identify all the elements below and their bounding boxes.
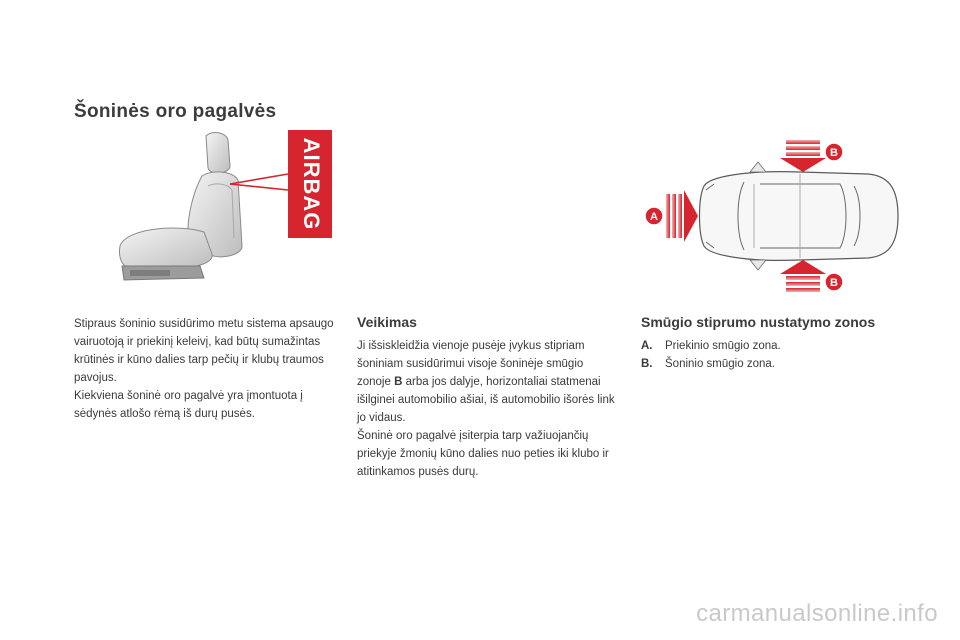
operation-paragraph-2: Šoninė oro pagalvė įsiterpia tarp važiuojančių priekyje žmonių kūno dalies nuo peties iki klubo ir atitinkamos pusės durų.: [357, 430, 609, 478]
side-impact-arrow-bottom: [780, 260, 826, 292]
svg-text:A: A: [650, 210, 658, 223]
operation-heading: Veikimas: [357, 314, 417, 330]
watermark: carmanualsonline.info: [696, 600, 938, 627]
airbag-label-text: AIRBAG: [299, 137, 325, 231]
front-impact-arrow: [666, 190, 698, 242]
zone-marker-a: [645, 207, 663, 225]
zones-heading: Smūgio stiprumo nustatymo zonos: [641, 314, 876, 330]
zone-item-a: [641, 337, 901, 355]
car-zones-svg: [640, 138, 900, 298]
zone-letter-b: B.: [641, 358, 653, 370]
seat-airbag-svg: [108, 128, 338, 288]
zone-item-b: [641, 355, 901, 373]
detection-zones-section: [641, 315, 901, 373]
zone-marker-b-top: [825, 143, 843, 161]
zone-marker-b-bottom: [825, 273, 843, 291]
zone-text-b: Šoninio smūgio zona.: [665, 358, 775, 370]
svg-text:B: B: [830, 276, 838, 289]
seat-airbag-illustration: [108, 128, 338, 288]
intro-text: [74, 315, 336, 423]
zone-letter-a: A.: [641, 340, 653, 352]
side-impact-arrow-top: [780, 140, 826, 172]
page-title: Šoninės oro pagalvės: [74, 101, 277, 122]
zone-reference-b: B: [394, 376, 403, 388]
operation-paragraph-1: Ji išsiskleidžia vienoje pusėje įvykus stipriam šoniniam susidūrimui visoje šoninėje smūgio zonoje B arba jos dalyje, horizontaliai statmenai išilginei automobilio ašiai, iš automobilio išorės link jo vidaus.: [357, 340, 615, 424]
zone-text-a: Priekinio smūgio zona.: [665, 340, 781, 352]
intro-paragraph-1: Stipraus šoninio susidūrimo metu sistema apsaugo vairuotoją ir priekinį keleivį, kad būtų sumažintas krūtinės ir kūno dalies tarp pečių ir klubų traumos pavojus.: [74, 318, 334, 384]
car-impact-zones-illustration: [640, 138, 900, 298]
operation-section: [357, 315, 617, 481]
svg-text:B: B: [830, 146, 838, 159]
intro-paragraph-2: Kiekviena šoninė oro pagalvė yra įmontuota į sėdynės atlošo rėmą iš durų pusės.: [74, 390, 303, 420]
